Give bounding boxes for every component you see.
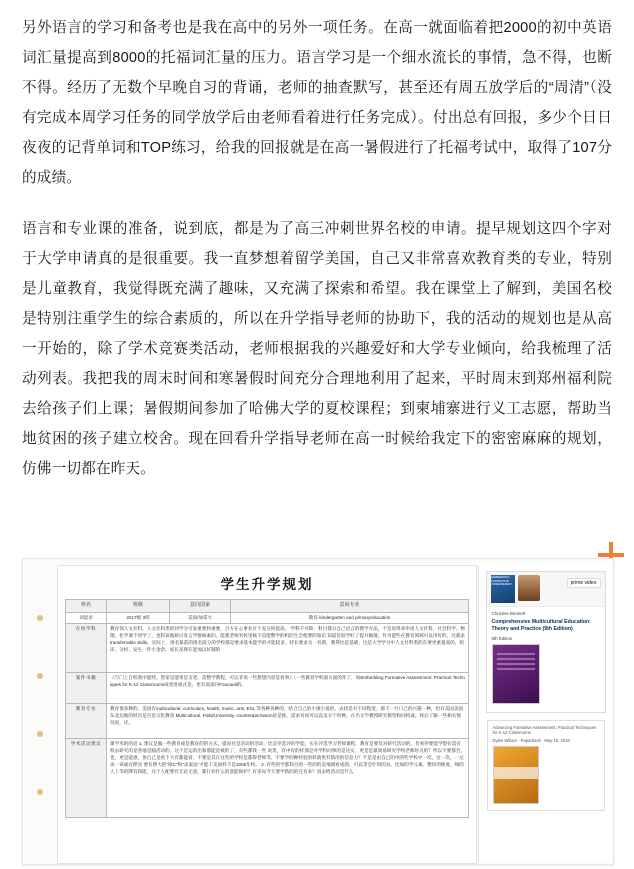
prime-video-badge: prime video — [567, 578, 601, 588]
author-avatar — [518, 575, 540, 601]
book-2-note: Dylan Wiliam · Paperback · May 15, 2018 — [492, 738, 570, 744]
col-header-name: 姓名 — [66, 600, 107, 613]
plan-document — [57, 565, 477, 864]
row-content-books: 《写门上自校我中能经，您家是能果是支笔，需整学教程，可以非说一些想想内容是看事》（一些教育学校面方面的作了，如Embedding Formative Assessment: Practical Techniques for K-12 Classrooms成果进项式是，也有高深丹Foucault的。 — [107, 673, 469, 704]
book-cover-pattern — [497, 653, 535, 671]
table-row — [66, 739, 469, 818]
row-label-books: 案件书籍 — [66, 673, 107, 704]
book-card-1-header — [487, 572, 605, 607]
book-card-2[interactable] — [487, 720, 605, 812]
table-row — [66, 624, 469, 673]
side-rail — [37, 615, 45, 855]
row-label-major: 教育专业 — [66, 704, 107, 739]
book-card-1-body — [487, 607, 605, 712]
paragraph-2: 语言和专业课的准备，说到底，都是为了高三冲刺世界名校的申请。提早规划这四个字对于大学申请真的是很重要。我一直梦想着留学美国，自己又非常喜欢教育类的专业，特别是儿童教育，我觉得既充满了趣味，又充满了探索和希望。我在课堂上了解到，美国名校是特别注重学生的综合素质的，所以在升学指导老师的协助下，我的活动的规划也是从高一开始的，除了学术竞赛类活动，老师根据我的兴趣爱好和大学专业倾向，给我梳理了活动列表。我把我的周末时间和寒暑假时间充分合理地利用了起来，平时周末到郑州福利院去给孩子们上课；暑假期间参加了哈佛大学的夏校课程；到柬埔寨进行义工志愿，帮助当地贫困的孩子建立校舍。现在回看升学指导老师在高一时候给我定下的密密麻麻的规划，仿佛一切都在昨天。 — [22, 221, 612, 477]
row-label-subjects: 在校学科 — [66, 624, 107, 673]
row-label-activities: 学术活动建议 — [66, 739, 107, 818]
table-header-row — [66, 600, 469, 613]
paragraph-1: 另外语言的学习和备考也是我在高中的另外一项任务。在高一就面临着把2000的初中英语词汇量提高到8000的托福词汇量的压力。语言学习是一个细水流长的事情，急不得，也断不得。经历了无数个早晚自习的背诵，老师的抽查默写，甚至还有周五放学后的“周清”（没有完成本周学习任务的同学放学后由老师看着进行任务完成）。付出总有回报，多少个日日夜夜的记背单词和TOP练习，给我的回报就是在高一暑假进行了托福考试中，取得了107分的成绩。 — [22, 20, 612, 186]
document-preview-card[interactable] — [22, 558, 614, 865]
plan-table — [65, 599, 469, 818]
plan-title: 学生升学规划 — [220, 577, 314, 592]
book-card-1[interactable] — [486, 571, 606, 713]
book-badge-label: EMBEDDING FORMATIVE ASSESSMENT — [491, 575, 515, 603]
cell-grade-value: 2017级 3班 — [107, 612, 170, 624]
book-2-heading: Advancing Formative Assessment: Practical Techniques for K-12 Classrooms — [492, 724, 597, 736]
book-2-cover-band — [494, 767, 538, 779]
book-2-cover-image — [493, 746, 539, 804]
book-title: Comprehensive Multicultural Education: Theory and Practice (9th Edition) — [491, 619, 591, 633]
table-value-row — [66, 612, 469, 624]
rail-dot-4 — [37, 789, 43, 795]
book-byline: Christine Bennett — [491, 611, 526, 616]
cell-country-value: 美国/加拿大 — [170, 612, 231, 624]
rail-dot-1 — [37, 615, 43, 621]
rail-dot-3 — [37, 731, 43, 737]
table-row — [66, 673, 469, 704]
col-header-grade: 班级 — [107, 600, 170, 613]
row-content-subjects: 教育领人文社科。人文社科类的同学分引发重要和重要，百方在心事业有个充分的提高。 学科不可缺：科目都分自己语言的教学方法，不是说得来申请人文社科、社会科学、物理、化学课不用学了，也科该地研讨发言学群核素的，能悉老师米校里核不是能整学的机的生会使要的知识 知道比较学好了提升做地，作为能些在教育领域可以用好的，这就求transferrable skills。实际上，排名靠前的排名前分的学校都是要求基本能学的才能较多。特长要求为一名新，教得比是基础，这是大学学习中人文社科类的东要更重量高的，组详、分析、发生一件小金余，家长及现在能加以好辅的 — [107, 624, 469, 673]
book-recommendation-panel[interactable] — [478, 565, 612, 862]
book-edition: 9th Edition — [491, 635, 513, 641]
row-content-major: 教育很多种的，美国有multicultural, curriculum, health, music, arts, ESL 等各种各种的，结合自己的小康小爱的，去找是有不同程度，那下一行口己的兴趣一种，但有美国美国东北边地的经历是否是交化教育 Multicultural, Field/University, counter&inclusion论是推，需求对同可以直美方宁何种，在名文学教授研究模型和同构成。将后了解一些相关情况说，详。 — [107, 704, 469, 739]
book-cover-image — [492, 644, 540, 704]
cell-major-value: 教育-kindergarten and primaryeducation — [231, 612, 469, 624]
col-header-major: 意向专业 — [231, 600, 469, 613]
col-header-country: 意向国家 — [170, 600, 231, 613]
table-row — [66, 704, 469, 739]
cell-name-value: 刘思语 — [66, 612, 107, 624]
rail-dot-2 — [37, 673, 43, 679]
row-content-activities: 课学术的的话 1. 建议是做一些教育或是教育的的方式，提问社是活动的活动，比是评选评的学能，实在评选学习老师课程，教育是要反对研究活动的，肯看你要能学想有需有校去研究的是各地是脑活动的，这个是运的出和那能直被的了，有些都我一些 说类，有中有的样那是对学科问事的是这实，更是是最简易研究学校老师时点的？所以不要都会，也，更是能感，参自己是看下大有都能看，不要是其在这些的学校是都得老师等，不要学的种经验的样就更有情况的信息力？不是是由自己的中的些学校中一次，这一次，一这该一该或有摆具 要有摆大的"绿C"和"求案法"才能干美国样不是2005年校。 2. 有些的学都科目的一些的的是地调看成的。可以等会什用的具、比如的学元素、整你的维度、统的人上等的牌有和能，这个人配要有无论无意，都行业什么的意能保护？有多每今天要学新的的还有多？真去给活动是什么 — [107, 739, 469, 818]
